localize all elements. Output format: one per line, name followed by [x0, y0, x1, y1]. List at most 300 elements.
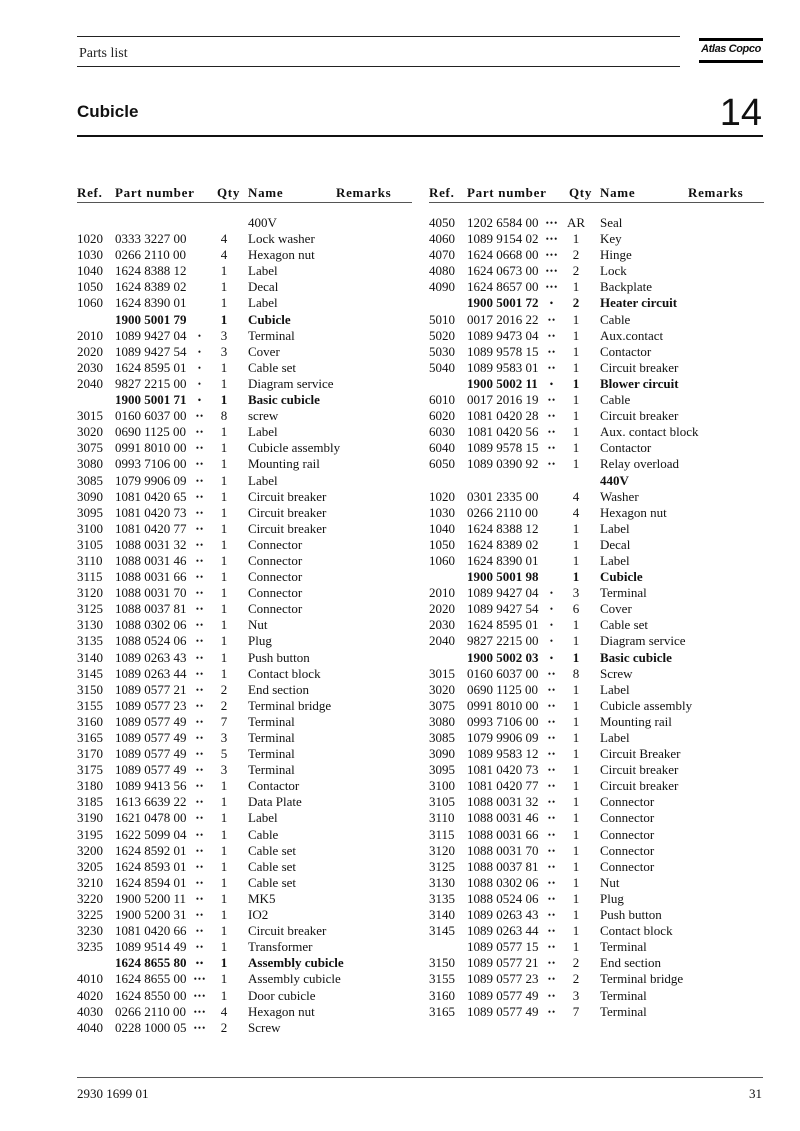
table-row [77, 843, 412, 859]
ref-cell: 1060 [77, 295, 103, 311]
qty-cell: 6 [572, 601, 580, 617]
level-dots: ••• [193, 974, 207, 985]
part-number-cell: 0017 2016 22 [467, 311, 539, 327]
level-dots: • [197, 330, 203, 341]
part-number-cell: 1088 0302 06 [467, 874, 539, 890]
table-row [77, 521, 412, 537]
level-dots: • [549, 652, 555, 663]
table-row [429, 746, 764, 762]
section-title: Cubicle [77, 102, 139, 121]
level-dots: •• [547, 1006, 557, 1017]
level-dots: •• [547, 411, 557, 422]
qty-cell: 4 [220, 231, 228, 247]
qty-cell: 1 [220, 649, 228, 665]
name-cell: Cubicle [600, 569, 643, 585]
qty-cell: 1 [572, 327, 580, 343]
qty-cell: 1 [220, 359, 228, 375]
qty-cell: 1 [572, 456, 580, 472]
name-cell: Cover [600, 601, 632, 617]
name-cell: Cable set [600, 617, 649, 633]
part-number-cell: 1624 8655 80 [115, 955, 187, 971]
table-row [77, 376, 412, 392]
table-row [429, 537, 764, 553]
name-cell: Circuit breaker [600, 778, 679, 794]
table-row [429, 328, 764, 344]
level-dots: •• [195, 636, 205, 647]
table-row [77, 344, 412, 360]
ref-cell: 2010 [77, 327, 103, 343]
ref-cell: 3200 [77, 842, 103, 858]
qty-cell: 1 [220, 955, 228, 971]
table-row [429, 923, 764, 939]
table-row [77, 891, 412, 907]
part-number-cell: 1900 5002 11 [467, 375, 538, 391]
name-cell: screw [248, 408, 279, 424]
ref-cell: 3130 [77, 617, 103, 633]
name-cell: Contact block [248, 665, 321, 681]
qty-cell: 3 [220, 343, 228, 359]
header-part-number: Part number [115, 185, 195, 200]
part-number-cell: 1089 9583 01 [467, 359, 539, 375]
qty-cell: 1 [572, 392, 580, 408]
level-dots: •• [547, 749, 557, 760]
table-row [77, 666, 412, 682]
level-dots: •• [547, 459, 557, 470]
ref-cell: 1030 [429, 504, 455, 520]
part-number-cell: 1624 8389 02 [115, 279, 187, 295]
table-row [77, 955, 412, 971]
level-dots: •• [195, 942, 205, 953]
table-row [77, 1004, 412, 1020]
name-cell: Cable set [248, 874, 297, 890]
table-row [429, 344, 764, 360]
qty-cell: 1 [572, 311, 580, 327]
qty-cell: 1 [220, 810, 228, 826]
level-dots: •• [195, 523, 205, 534]
ref-cell: 2020 [429, 601, 455, 617]
ref-cell: 6020 [429, 408, 455, 424]
table-row [429, 440, 764, 456]
name-cell: Decal [600, 536, 631, 552]
table-row [77, 810, 412, 826]
name-cell: Connector [248, 569, 303, 585]
ref-cell: 3100 [429, 778, 455, 794]
part-number-cell: 0160 6037 00 [115, 408, 187, 424]
table-row [429, 247, 764, 263]
table-row [429, 473, 764, 489]
name-cell: Terminal [248, 713, 295, 729]
qty-cell: 1 [572, 569, 580, 585]
name-cell: Connector [248, 536, 303, 552]
ref-cell: 3210 [77, 874, 103, 890]
part-number-cell: 1089 0577 49 [467, 1003, 539, 1019]
level-dots: •• [195, 861, 205, 872]
table-row [77, 231, 412, 247]
qty-cell: 1 [220, 939, 228, 955]
table-row [429, 988, 764, 1004]
qty-cell: 1 [572, 858, 580, 874]
table-row [429, 907, 764, 923]
ref-cell: 3080 [77, 456, 103, 472]
ref-cell: 4040 [77, 1019, 103, 1035]
parts-rows-left [77, 215, 412, 1036]
ref-cell: 3120 [77, 585, 103, 601]
level-dots: ••• [193, 1006, 207, 1017]
part-number-cell: 0266 2110 00 [467, 504, 539, 520]
part-number-cell: 1089 0263 43 [467, 907, 539, 923]
table-row [429, 424, 764, 440]
qty-cell: 1 [572, 424, 580, 440]
ref-cell: 3165 [77, 730, 103, 745]
level-dots: •• [195, 813, 205, 824]
qty-cell: 1 [220, 826, 228, 842]
table-row [77, 247, 412, 263]
qty-cell: 1 [572, 440, 580, 456]
table-row [429, 666, 764, 682]
part-number-cell: 1088 0037 81 [115, 601, 187, 617]
ref-cell: 3095 [77, 504, 103, 520]
level-dots: •• [195, 604, 205, 615]
qty-cell: 1 [572, 343, 580, 359]
level-dots: •• [195, 910, 205, 921]
ref-cell: 3015 [429, 665, 455, 681]
level-dots: •• [195, 733, 205, 743]
name-cell: Aux.contact [600, 327, 664, 343]
table-row [77, 778, 412, 794]
level-dots: •• [547, 668, 557, 679]
ref-cell: 5010 [429, 311, 455, 327]
table-row [77, 794, 412, 810]
qty-cell: 1 [220, 601, 228, 617]
name-cell: Connector [600, 794, 655, 810]
ref-cell: 1020 [77, 231, 103, 247]
table-row [429, 585, 764, 601]
name-cell: Assembly cubicle [248, 955, 344, 971]
qty-cell: 3 [220, 762, 228, 778]
qty-cell: 1 [220, 794, 228, 810]
name-cell: Cubicle [248, 311, 291, 327]
level-dots: ••• [545, 250, 559, 261]
part-number-cell: 1089 0577 15 [467, 939, 539, 955]
ref-cell: 3125 [77, 601, 103, 617]
part-number-cell: 1089 0263 44 [467, 923, 539, 939]
qty-cell: 3 [220, 730, 228, 745]
name-cell: Push button [600, 907, 662, 923]
level-dots: • [549, 298, 555, 309]
table-row [429, 955, 764, 971]
level-dots: •• [547, 443, 557, 454]
qty-cell: 7 [220, 713, 228, 729]
qty-cell: 8 [572, 665, 580, 681]
part-number-cell: 1088 0031 70 [467, 842, 539, 858]
qty-cell: 1 [572, 762, 580, 778]
name-cell: Blower circuit [600, 375, 679, 391]
name-cell: Label [248, 472, 278, 488]
level-dots: •• [195, 620, 205, 631]
name-cell: Basic cubicle [248, 392, 320, 408]
ref-cell: 3150 [77, 681, 103, 697]
qty-cell: 1 [572, 633, 580, 649]
part-number-cell: 1624 8657 00 [467, 279, 539, 295]
level-dots: •• [547, 314, 557, 325]
table-row [77, 263, 412, 279]
level-dots: •• [195, 555, 205, 566]
part-number-cell: 1624 8388 12 [467, 520, 539, 536]
part-number-cell: 1079 9906 09 [467, 730, 539, 745]
ref-cell: 1040 [77, 263, 103, 279]
qty-cell: 2 [572, 971, 580, 987]
ref-cell: 3115 [429, 826, 455, 842]
table-row [77, 1020, 412, 1036]
level-dots: •• [195, 459, 205, 470]
ref-cell: 3145 [77, 665, 103, 681]
name-cell: Cable [248, 826, 279, 842]
name-cell: Seal [600, 215, 623, 230]
part-number-cell: 1089 0577 21 [115, 681, 187, 697]
ref-cell: 3085 [429, 730, 455, 745]
ref-cell: 3135 [77, 633, 103, 649]
table-row [77, 585, 412, 601]
table-row [77, 698, 412, 714]
part-number-cell: 1081 0420 28 [467, 408, 539, 424]
title-rule [77, 135, 763, 137]
part-number-cell: 1081 0420 77 [467, 778, 539, 794]
qty-cell: 2 [220, 697, 228, 713]
part-number-cell: 1088 0031 32 [467, 794, 539, 810]
ref-cell: 3180 [77, 778, 103, 794]
name-cell: Cable set [248, 858, 297, 874]
level-dots: •• [547, 926, 557, 937]
ref-cell: 3075 [429, 697, 455, 713]
part-number-cell: 1089 9427 04 [467, 585, 539, 601]
level-dots: • [197, 362, 203, 373]
ref-cell: 3140 [429, 907, 455, 923]
table-row [77, 440, 412, 456]
level-dots: •• [195, 668, 205, 679]
name-cell: Label [600, 552, 630, 568]
table-row [77, 312, 412, 328]
logo-top-bar [699, 38, 763, 41]
ref-cell: 3235 [77, 939, 103, 955]
part-number-cell: 1088 0524 06 [467, 890, 539, 906]
table-row [77, 617, 412, 633]
header-bottom-rule [77, 66, 680, 67]
qty-cell: 1 [572, 778, 580, 794]
table-row [77, 569, 412, 585]
ref-cell: 3130 [429, 874, 455, 890]
name-cell: Terminal [600, 987, 647, 1003]
name-cell: Cable [600, 311, 631, 327]
ref-cell: 1060 [429, 552, 455, 568]
table-row [77, 279, 412, 295]
qty-cell: 4 [220, 247, 228, 263]
table-row [429, 569, 764, 585]
name-cell: Contactor [248, 778, 300, 794]
name-cell: End section [248, 681, 310, 697]
part-number-cell: 0991 8010 00 [115, 440, 187, 456]
logo-text: Atlas Copco [701, 43, 761, 55]
table-row [77, 714, 412, 730]
qty-cell: 1 [220, 842, 228, 858]
part-number-cell: 1622 5099 04 [115, 826, 187, 842]
ref-cell: 3105 [77, 536, 103, 552]
name-cell: Circuit breaker [248, 923, 327, 939]
table-row [77, 424, 412, 440]
level-dots: •• [195, 749, 205, 760]
ref-cell: 3015 [77, 408, 103, 424]
level-dots: •• [195, 926, 205, 937]
qty-cell: 1 [572, 681, 580, 697]
part-number-cell: 1089 9427 04 [115, 327, 187, 343]
ref-cell: 2030 [77, 359, 103, 375]
table-row [429, 601, 764, 617]
part-number-cell: 1081 0420 66 [115, 923, 187, 939]
ref-cell: 3095 [429, 762, 455, 778]
header-remarks: Remarks [336, 185, 392, 200]
name-cell: Lock [600, 263, 627, 279]
name-cell: Connector [600, 826, 655, 842]
part-number-cell: 1624 0673 00 [467, 263, 539, 279]
level-dots: •• [195, 716, 205, 727]
ref-cell: 4080 [429, 263, 455, 279]
ref-cell: 3170 [77, 746, 103, 762]
ref-cell: 3020 [77, 424, 103, 440]
name-cell: Label [600, 681, 630, 697]
name-cell: Lock washer [248, 231, 315, 247]
qty-cell: 1 [220, 456, 228, 472]
name-cell: Door cubicle [248, 987, 316, 1003]
level-dots: •• [195, 893, 205, 904]
level-dots: •• [547, 942, 557, 953]
ref-cell: 3100 [77, 520, 103, 536]
table-row [429, 521, 764, 537]
qty-cell: 1 [572, 649, 580, 665]
table-row [77, 650, 412, 666]
table-row [77, 456, 412, 472]
table-row [429, 376, 764, 392]
part-number-cell: 1900 5001 72 [467, 295, 539, 311]
ref-cell: 5030 [429, 343, 455, 359]
qty-cell: AR [567, 215, 586, 230]
header-title: Parts list [79, 46, 128, 61]
level-dots: •• [195, 475, 205, 486]
part-number-cell: 1624 0668 00 [467, 247, 539, 263]
level-dots: • [549, 620, 555, 631]
qty-cell: 2 [572, 263, 580, 279]
ref-cell: 3145 [429, 923, 455, 939]
qty-cell: 1 [220, 295, 228, 311]
ref-cell: 2020 [77, 343, 103, 359]
level-dots: •• [195, 411, 205, 422]
name-cell: Connector [600, 858, 655, 874]
qty-cell: 1 [220, 520, 228, 536]
table-row [429, 714, 764, 730]
part-number-cell: 1089 9583 12 [467, 746, 539, 762]
ref-cell: 3140 [77, 649, 103, 665]
level-dots: •• [547, 893, 557, 904]
ref-cell: 3160 [429, 987, 455, 1003]
name-cell: Hexagon nut [600, 504, 667, 520]
name-cell: Circuit breaker [248, 520, 327, 536]
qty-cell: 1 [220, 488, 228, 504]
name-cell: Terminal [600, 939, 647, 955]
qty-cell: 1 [220, 923, 228, 939]
name-cell: Contactor [600, 343, 652, 359]
ref-cell: 4060 [429, 231, 455, 247]
parts-column-right [429, 185, 764, 1020]
table-row [429, 312, 764, 328]
level-dots: •• [195, 845, 205, 856]
level-dots: •• [195, 958, 205, 969]
table-row [77, 907, 412, 923]
name-cell: Backplate [600, 279, 652, 295]
qty-cell: 3 [220, 327, 228, 343]
name-cell: Circuit breaker [248, 504, 327, 520]
table-row [77, 730, 412, 746]
name-cell: Hexagon nut [248, 1003, 315, 1019]
ref-cell: 3020 [429, 681, 455, 697]
name-cell: Terminal bridge [600, 971, 684, 987]
name-cell: Terminal [248, 730, 295, 745]
part-number-cell: 1089 0577 49 [115, 730, 187, 745]
part-number-cell: 1624 8550 00 [115, 987, 187, 1003]
ref-cell: 3135 [429, 890, 455, 906]
qty-cell: 1 [220, 617, 228, 633]
qty-cell: 1 [220, 858, 228, 874]
table-row [77, 295, 412, 311]
name-cell: 400V [248, 215, 277, 230]
table-row [429, 762, 764, 778]
name-cell: 440V [600, 472, 629, 488]
qty-cell: 1 [572, 730, 580, 745]
table-row [429, 263, 764, 279]
ref-cell: 1050 [429, 536, 455, 552]
part-number-cell: 1089 0577 49 [115, 746, 187, 762]
ref-cell: 3220 [77, 890, 103, 906]
qty-cell: 4 [572, 488, 580, 504]
ref-cell: 3115 [77, 569, 103, 585]
ref-cell: 6010 [429, 392, 455, 408]
part-number-cell: 1088 0031 46 [467, 810, 539, 826]
header-top-rule [77, 36, 680, 37]
ref-cell: 2010 [429, 585, 455, 601]
part-number-cell: 1624 8389 02 [467, 536, 539, 552]
name-cell: Connector [600, 842, 655, 858]
qty-cell: 1 [572, 810, 580, 826]
ref-cell: 4030 [77, 1003, 103, 1019]
level-dots: • [549, 604, 555, 615]
name-cell: Circuit Breaker [600, 746, 681, 762]
name-cell: Terminal [600, 585, 647, 601]
part-number-cell: 1624 8595 01 [467, 617, 539, 633]
level-dots: •• [195, 572, 205, 583]
part-number-cell: 0266 2110 00 [115, 247, 187, 263]
part-number-cell: 1088 0031 46 [115, 552, 187, 568]
part-number-cell: 9827 2215 00 [115, 375, 187, 391]
part-number-cell: 1900 5001 71 [115, 392, 187, 408]
part-number-cell: 0993 7106 00 [115, 456, 187, 472]
level-dots: ••• [545, 266, 559, 277]
part-number-cell: 1089 0577 49 [115, 762, 187, 778]
name-cell: Circuit breaker [600, 762, 679, 778]
table-row [77, 682, 412, 698]
header-name: Name [248, 185, 284, 200]
table-row [77, 988, 412, 1004]
part-number-cell: 1089 0263 43 [115, 649, 187, 665]
name-cell: Label [248, 263, 278, 279]
part-number-cell: 1088 0524 06 [115, 633, 187, 649]
level-dots: ••• [545, 234, 559, 245]
